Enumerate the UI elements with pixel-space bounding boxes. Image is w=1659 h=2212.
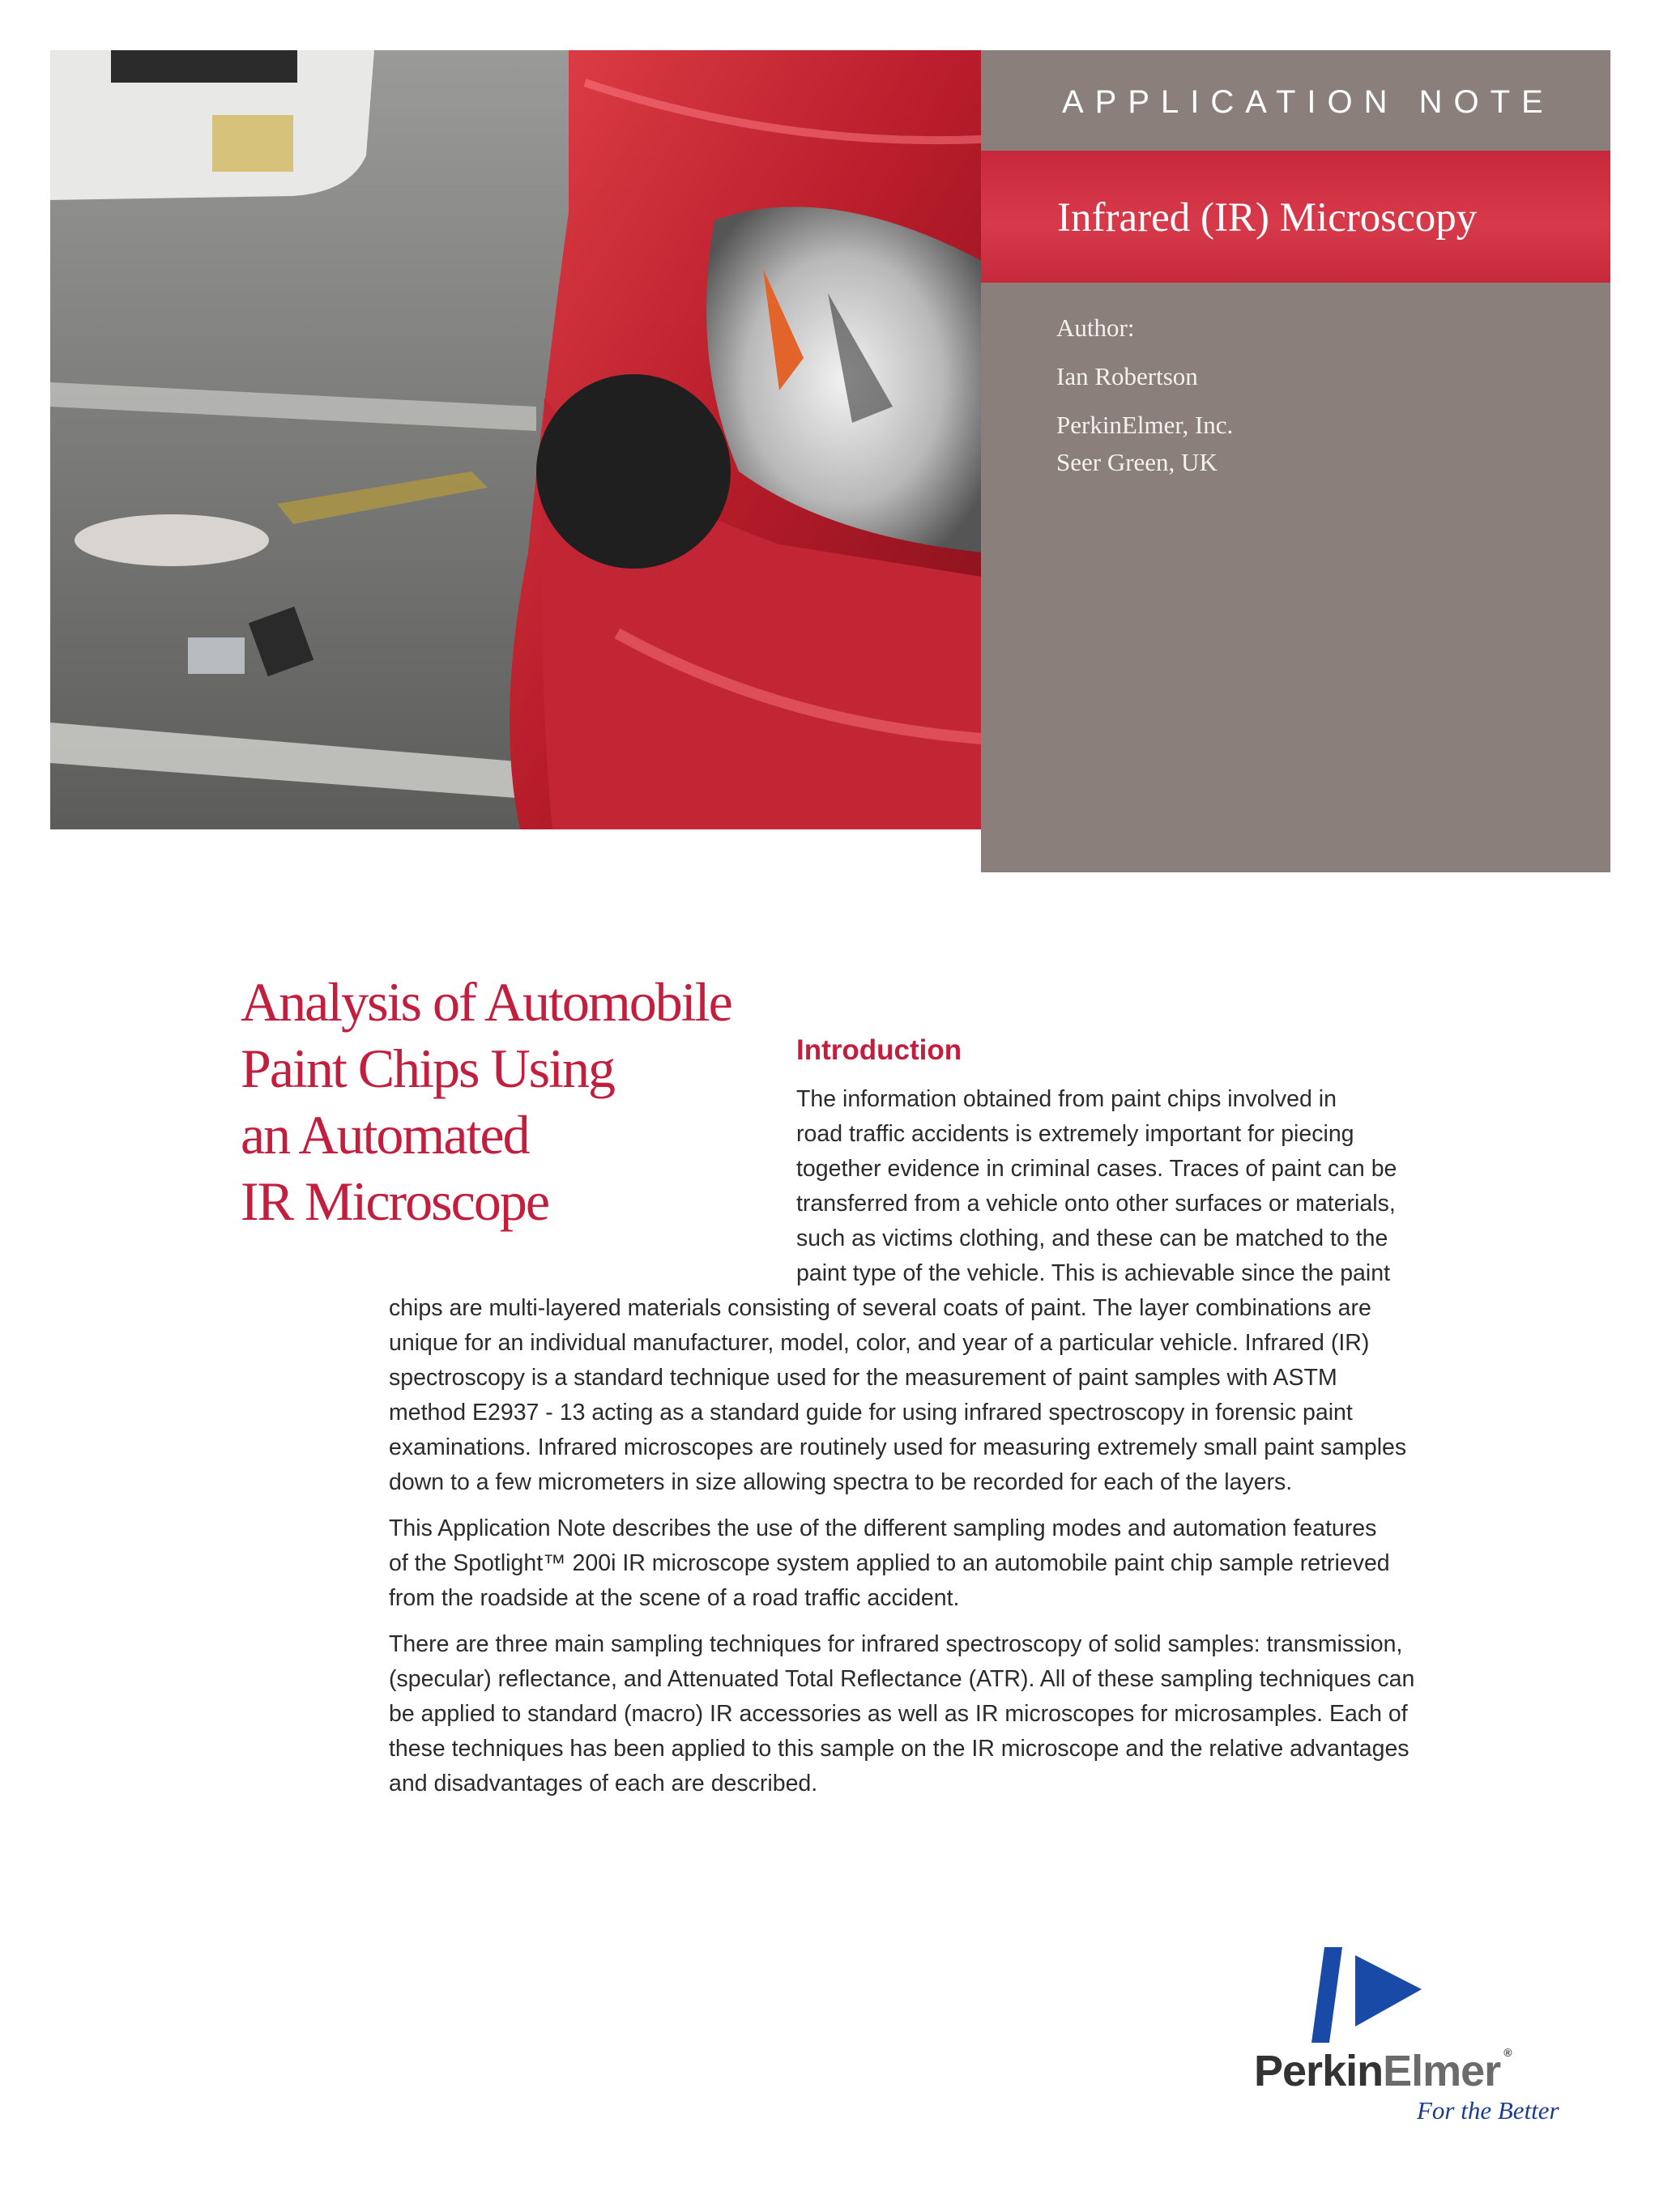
text-line: these techniques has been applied to this sample on the IR microscope and the relative advantages: [389, 1736, 1410, 1762]
text-line: road traffic accidents is extremely important for piecing: [796, 1121, 1354, 1147]
author-location: Seer Green, UK: [1056, 448, 1218, 476]
introduction-paragraph-start: [796, 1082, 1397, 1291]
text-line: The information obtained from paint chips involved in: [796, 1086, 1337, 1112]
topic-title: Infrared (IR) Microscopy: [1057, 195, 1478, 241]
author-company: PerkinElmer, Inc.: [1056, 411, 1234, 439]
title-line: IR Microscope: [241, 1170, 549, 1232]
text-line: (specular) reflectance, and Attenuated Total Reflectance (ATR). All of these sampling techniques can: [389, 1666, 1415, 1692]
text-line: and disadvantages of each are described.: [389, 1771, 818, 1796]
text-line: chips are multi-layered materials consisting of several coats of paint. The layer combinations are: [389, 1295, 1371, 1321]
text-line: paint type of the vehicle. This is achievable since the paint: [796, 1260, 1390, 1286]
introduction-body: [389, 1291, 1414, 1801]
text-line: together evidence in criminal cases. Traces of paint can be: [796, 1156, 1397, 1182]
text-line: of the Spotlight™ 200i IR microscope system applied to an automobile paint chip sample retrieved: [389, 1550, 1390, 1576]
title-line: an Automated: [241, 1104, 529, 1166]
wordmark-text: PerkinElmer: [1254, 2047, 1501, 2095]
application-note-label: APPLICATION NOTE: [1062, 84, 1555, 120]
text-line: transferred from a vehicle onto other surfaces or materials,: [796, 1191, 1396, 1217]
paragraph-2: [389, 1511, 1414, 1616]
text-line: spectroscopy is a standard technique used for the measurement of paint samples with ASTM: [389, 1365, 1337, 1391]
text-line: be applied to standard (macro) IR accessories as well as IR microscopes for microsamples. Each of: [389, 1701, 1408, 1727]
title-line: Analysis of Automobile: [241, 971, 731, 1033]
text-line: down to a few micrometers in size allowing spectra to be recorded for each of the layers.: [389, 1469, 1293, 1495]
author-name: Ian Robertson: [1056, 362, 1198, 390]
text-line: This Application Note describes the use of the different sampling modes and automation features: [389, 1515, 1377, 1541]
title-line: Paint Chips Using: [241, 1038, 614, 1099]
document-title: [241, 969, 808, 1234]
text-line: method E2937 - 13 acting as a standard guide for using infrared spectroscopy in forensic paint: [389, 1400, 1353, 1426]
perkinelmer-p-logo-icon: [1308, 1947, 1422, 2043]
hero-photo: [50, 50, 982, 829]
author-block: [1056, 309, 1233, 481]
perkinelmer-wordmark: [1254, 2046, 1512, 2096]
paragraph-1: [389, 1291, 1414, 1500]
registered-mark-icon: ®: [1503, 2046, 1512, 2059]
logo-tagline: For the Better: [1417, 2096, 1559, 2125]
text-line: such as victims clothing, and these can be matched to the: [796, 1225, 1388, 1251]
paragraph-3: [389, 1627, 1414, 1801]
author-heading: Author:: [1056, 313, 1135, 342]
introduction-heading: Introduction: [796, 1034, 962, 1066]
text-line: from the roadside at the scene of a road traffic accident.: [389, 1585, 960, 1611]
text-line: There are three main sampling techniques for infrared spectroscopy of solid samples: transmission,: [389, 1631, 1403, 1657]
text-line: unique for an individual manufacturer, model, color, and year of a particular vehicle. Infrared (IR): [389, 1330, 1370, 1356]
text-line: examinations. Infrared microscopes are routinely used for measuring extremely small paint samples: [389, 1434, 1407, 1460]
